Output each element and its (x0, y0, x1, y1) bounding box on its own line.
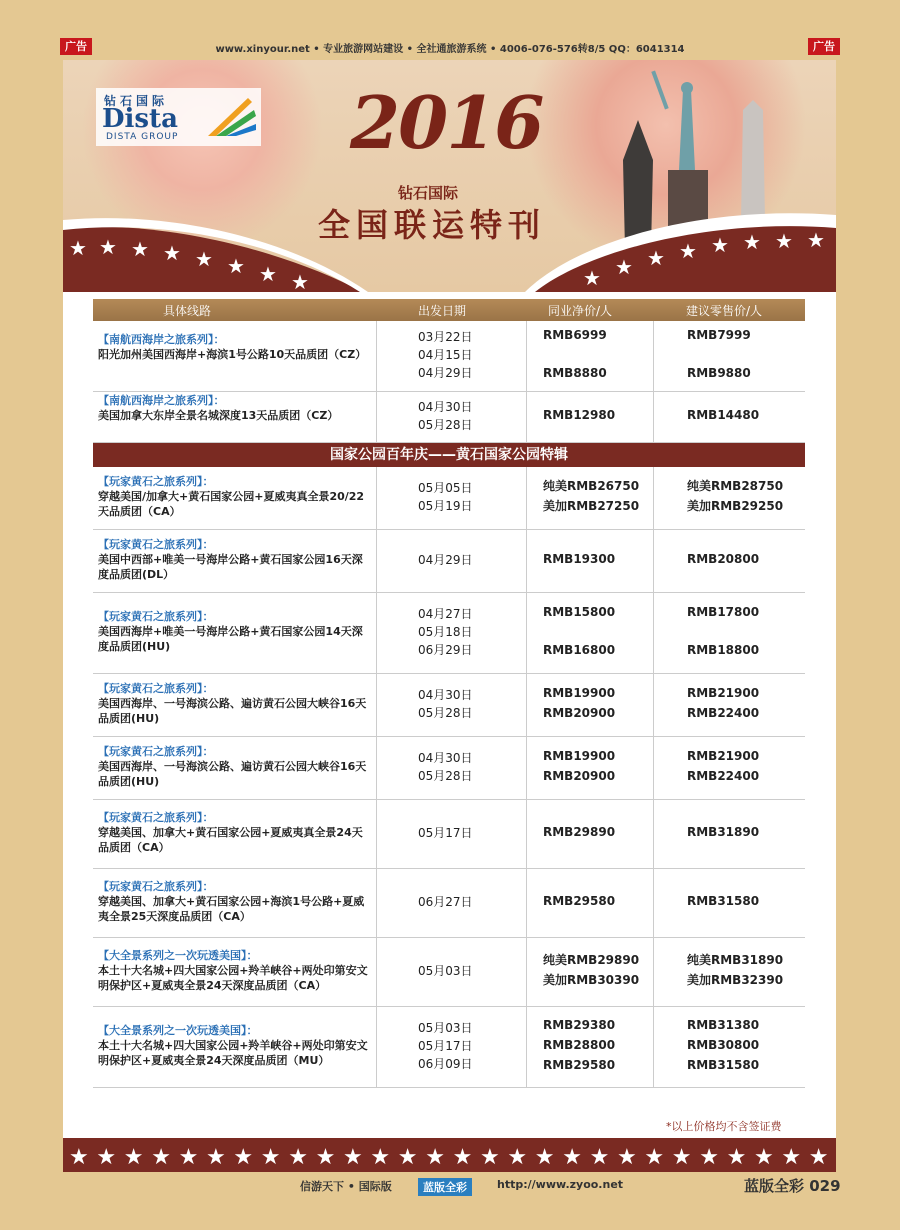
route-text: 本土十大名城+四大国家公园+羚羊峡谷+两处印第安文明保护区+夏威夷全景24天深度品质团（CA） (98, 964, 368, 992)
column-divider (376, 392, 377, 442)
departure-date: 05月17日 (418, 1039, 473, 1053)
departure-date: 04月29日 (418, 366, 473, 380)
poster-subtitle-small: 钻石国际 (398, 184, 459, 202)
net-price: RMB19300 (543, 552, 616, 566)
star-icon: ★ (644, 1145, 665, 1170)
route-text: 穿越美国、加拿大+黄石国家公园+夏威夷真全景24天品质团（CA） (98, 826, 363, 854)
departure-date: 05月03日 (418, 964, 473, 978)
top-bar (0, 38, 900, 58)
svg-text:★: ★ (807, 228, 825, 252)
departure-date: 05月05日 (418, 481, 473, 495)
retail-price: RMB21900 (687, 749, 760, 763)
column-divider (653, 737, 654, 799)
svg-text:★: ★ (775, 229, 793, 253)
price-table (93, 299, 805, 1088)
table-row (93, 530, 805, 593)
departure-date: 05月28日 (418, 769, 473, 783)
svg-text:★: ★ (227, 254, 245, 278)
departure-date: 03月22日 (418, 330, 473, 344)
column-divider (376, 321, 377, 391)
page-number: 蓝版全彩 029 (744, 1177, 841, 1195)
svg-text:★: ★ (711, 233, 729, 257)
net-price: RMB29380 (543, 1018, 616, 1032)
star-icon: ★ (617, 1145, 637, 1170)
retail-price: RMB31580 (687, 1058, 760, 1072)
departure-date: 06月27日 (418, 895, 473, 909)
column-divider (376, 674, 377, 736)
retail-price: RMB7999 (687, 328, 751, 342)
column-divider (653, 869, 654, 937)
route-cell (98, 332, 368, 362)
departure-date: 04月30日 (418, 688, 473, 702)
table-row (93, 938, 805, 1007)
footnote: *以上价格均不含签证费 (666, 1120, 782, 1133)
header-date: 出发日期 (418, 304, 467, 318)
star-icon: ★ (96, 1145, 117, 1170)
series-label: 【南航西海岸之旅系列】： (98, 333, 225, 346)
star-icon: ★ (343, 1145, 363, 1170)
star-icon: ★ (726, 1145, 747, 1170)
series-label: 【大全景系列之一次玩透美国】： (98, 1024, 258, 1037)
star-icon: ★ (123, 1145, 144, 1170)
column-divider (653, 593, 654, 673)
header-route: 具体线路 (163, 304, 212, 318)
logo-cn-text: 钻石国际 (104, 94, 169, 108)
departure-date: 05月19日 (418, 499, 473, 513)
star-icon: ★ (808, 1145, 829, 1170)
star-icon: ★ (781, 1145, 802, 1170)
route-cell (98, 609, 368, 654)
column-divider (526, 530, 527, 592)
ad-tag-right: 广告 (808, 38, 840, 55)
svg-text:★: ★ (743, 230, 761, 254)
retail-price: RMB31380 (687, 1018, 760, 1032)
net-price: RMB20900 (543, 769, 616, 783)
column-divider (526, 869, 527, 937)
departure-date: 05月28日 (418, 706, 473, 720)
logo-main-text: Dista (102, 104, 178, 134)
net-price: 美加RMB30390 (543, 973, 640, 987)
footer-url[interactable]: http://www.zyoo.net (497, 1178, 624, 1191)
departure-date: 05月17日 (418, 826, 473, 840)
poster-frame (63, 60, 836, 1172)
bottom-star-strip (63, 1138, 836, 1172)
star-icon: ★ (151, 1145, 171, 1170)
retail-price: RMB17800 (687, 605, 760, 619)
dista-logo (96, 88, 261, 146)
star-icon: ★ (507, 1145, 528, 1170)
route-cell (98, 810, 368, 855)
series-label: 【玩家黄石之旅系列】： (98, 745, 214, 758)
star-icon: ★ (754, 1145, 774, 1170)
departure-date: 04月30日 (418, 751, 473, 765)
net-price: RMB29580 (543, 894, 616, 908)
retail-price: 纯美RMB28750 (687, 479, 784, 493)
departure-date: 04月15日 (418, 348, 473, 362)
column-divider (526, 1007, 527, 1087)
poster-year: 2016 (350, 80, 543, 165)
route-text: 美国西海岸、一号海滨公路、遍访黄石公园大峡谷16天品质团(HU) (98, 697, 367, 725)
route-cell (98, 948, 368, 993)
retail-price: RMB22400 (687, 769, 760, 783)
departure-date: 06月29日 (418, 643, 473, 657)
route-cell (98, 1023, 368, 1068)
series-label: 【大全景系列之一次玩透美国】： (98, 949, 258, 962)
star-icon: ★ (178, 1145, 199, 1170)
star-icon: ★ (452, 1145, 473, 1170)
retail-price: RMB21900 (687, 686, 760, 700)
route-text: 美国加拿大东岸全景名城深度13天品质团（CZ） (98, 409, 339, 422)
column-divider (653, 392, 654, 442)
star-icon: ★ (671, 1145, 692, 1170)
route-cell (98, 744, 368, 789)
route-cell (98, 393, 368, 423)
net-price: RMB29580 (543, 1058, 616, 1072)
column-divider (376, 737, 377, 799)
table-row (93, 467, 805, 530)
star-icon: ★ (480, 1145, 500, 1170)
retail-price: RMB22400 (687, 706, 760, 720)
retail-price: RMB31890 (687, 825, 760, 839)
column-divider (653, 321, 654, 391)
poster-title: 全国联运特刊 (318, 206, 547, 244)
star-icon: ★ (233, 1145, 254, 1170)
route-text: 美国西海岸、一号海滨公路、遍访黄石公园大峡谷16天品质团(HU) (98, 760, 367, 788)
column-divider (653, 530, 654, 592)
logo-mark-icon (208, 98, 258, 138)
net-price: RMB19900 (543, 749, 616, 763)
column-divider (653, 674, 654, 736)
series-label: 【玩家黄石之旅系列】： (98, 811, 214, 824)
table-row (93, 392, 805, 443)
retail-price: 纯美RMB31890 (687, 953, 784, 967)
column-divider (376, 593, 377, 673)
column-divider (653, 1007, 654, 1087)
column-divider (526, 392, 527, 442)
departure-date: 06月09日 (418, 1057, 473, 1071)
net-price: 纯美RMB29890 (543, 953, 640, 967)
column-divider (653, 467, 654, 529)
star-icon: ★ (69, 1145, 89, 1170)
column-divider (376, 869, 377, 937)
star-icon: ★ (589, 1145, 610, 1170)
net-price: RMB16800 (543, 643, 616, 657)
series-label: 【玩家黄石之旅系列】： (98, 682, 214, 695)
ad-tag-left: 广告 (60, 38, 92, 55)
departure-date: 05月18日 (418, 625, 473, 639)
departure-date: 04月30日 (418, 400, 473, 414)
route-cell (98, 537, 368, 582)
bottom-stars-icon (63, 1138, 836, 1172)
star-icon: ★ (534, 1145, 555, 1170)
net-price: RMB20900 (543, 706, 616, 720)
retail-price: RMB31580 (687, 894, 760, 908)
series-label: 【玩家黄石之旅系列】： (98, 610, 214, 623)
table-row (93, 674, 805, 737)
column-divider (526, 737, 527, 799)
departure-date: 04月27日 (418, 607, 473, 621)
footer-left: 信游天下 • 国际版 (300, 1180, 392, 1193)
column-divider (376, 800, 377, 868)
column-divider (526, 938, 527, 1006)
net-price: RMB29890 (543, 825, 616, 839)
svg-text:★: ★ (131, 237, 149, 261)
retail-price: 美加RMB32390 (687, 973, 784, 987)
star-icon: ★ (370, 1145, 391, 1170)
star-icon: ★ (315, 1145, 336, 1170)
retail-price: RMB18800 (687, 643, 760, 657)
svg-text:★: ★ (69, 236, 87, 260)
net-price: RMB28800 (543, 1038, 616, 1052)
star-icon: ★ (699, 1145, 719, 1170)
net-price: 美加RMB27250 (543, 499, 640, 513)
net-price: RMB19900 (543, 686, 616, 700)
column-divider (526, 800, 527, 868)
series-label: 【玩家黄石之旅系列】： (98, 880, 214, 893)
route-cell (98, 879, 368, 924)
route-text: 阳光加州美国西海岸+海滨1号公路10天品质团（CZ） (98, 348, 367, 361)
net-price: RMB6999 (543, 328, 607, 342)
net-price: RMB12980 (543, 408, 616, 422)
section-band: 国家公园百年庆——黄石国家公园特辑 (93, 443, 805, 467)
star-icon: ★ (562, 1145, 582, 1170)
poster-header (63, 60, 836, 292)
route-text: 穿越美国/加拿大+黄石国家公园+夏威夷真全景20/22天品质团（CA） (98, 490, 365, 518)
retail-price: RMB14480 (687, 408, 760, 422)
column-divider (376, 938, 377, 1006)
column-divider (653, 938, 654, 1006)
series-label: 【南航西海岸之旅系列】： (98, 394, 225, 407)
header-retail: 建议零售价/人 (686, 304, 763, 318)
svg-text:★: ★ (583, 266, 601, 290)
star-icon: ★ (288, 1145, 308, 1170)
net-price: 纯美RMB26750 (543, 479, 640, 493)
table-row (93, 593, 805, 674)
net-price: RMB8880 (543, 366, 607, 380)
retail-price: RMB20800 (687, 552, 760, 566)
star-icon: ★ (425, 1145, 445, 1170)
column-divider (526, 593, 527, 673)
column-divider (376, 1007, 377, 1087)
svg-text:★: ★ (99, 235, 117, 259)
table-row (93, 321, 805, 392)
route-cell (98, 681, 368, 726)
header-net: 同业净价/人 (548, 304, 613, 318)
retail-price: RMB9880 (687, 366, 751, 380)
route-cell (98, 474, 368, 519)
top-info: www.xinyour.net • 专业旅游网站建设 • 全社通旅游系统 • 4006-076-576转8/5 QQ：6041314 (215, 44, 685, 55)
route-text: 穿越美国、加拿大+黄石国家公园+海滨1号公路+夏威夷全景25天深度品质团（CA） (98, 895, 365, 923)
table-header (93, 299, 805, 321)
departure-date: 05月28日 (418, 418, 473, 432)
table-row (93, 1007, 805, 1088)
table-row (93, 800, 805, 869)
svg-text:★: ★ (615, 255, 633, 279)
column-divider (526, 321, 527, 391)
star-icon: ★ (206, 1145, 226, 1170)
column-divider (376, 467, 377, 529)
footer-tag: 蓝版全彩 (418, 1178, 472, 1196)
net-price: RMB15800 (543, 605, 616, 619)
series-label: 【玩家黄石之旅系列】： (98, 475, 214, 488)
column-divider (376, 530, 377, 592)
column-divider (526, 467, 527, 529)
departure-date: 05月03日 (418, 1021, 473, 1035)
route-text: 美国西海岸+唯美一号海岸公路+黄石国家公园14天深度品质团(HU) (98, 625, 363, 653)
table-body (93, 321, 805, 1088)
retail-price: 美加RMB29250 (687, 499, 784, 513)
route-text: 本土十大名城+四大国家公园+羚羊峡谷+两处印第安文明保护区+夏威夷全景24天深度品质团（MU） (98, 1039, 368, 1067)
departure-date: 04月29日 (418, 553, 473, 567)
svg-text:★: ★ (195, 247, 213, 271)
route-text: 美国中西部+唯美一号海岸公路+黄石国家公园16天深度品质团(DL） (98, 553, 363, 581)
svg-text:★: ★ (291, 270, 309, 292)
column-divider (653, 800, 654, 868)
retail-price: RMB30800 (687, 1038, 760, 1052)
svg-text:★: ★ (163, 241, 181, 265)
star-icon: ★ (397, 1145, 418, 1170)
svg-text:★: ★ (679, 239, 697, 263)
svg-text:★: ★ (259, 262, 277, 286)
star-icon: ★ (260, 1145, 281, 1170)
table-row (93, 869, 805, 938)
series-label: 【玩家黄石之旅系列】： (98, 538, 214, 551)
logo-sub-text: DISTA GROUP (106, 132, 179, 142)
column-divider (526, 674, 527, 736)
table-row (93, 737, 805, 800)
svg-text:★: ★ (647, 246, 665, 270)
